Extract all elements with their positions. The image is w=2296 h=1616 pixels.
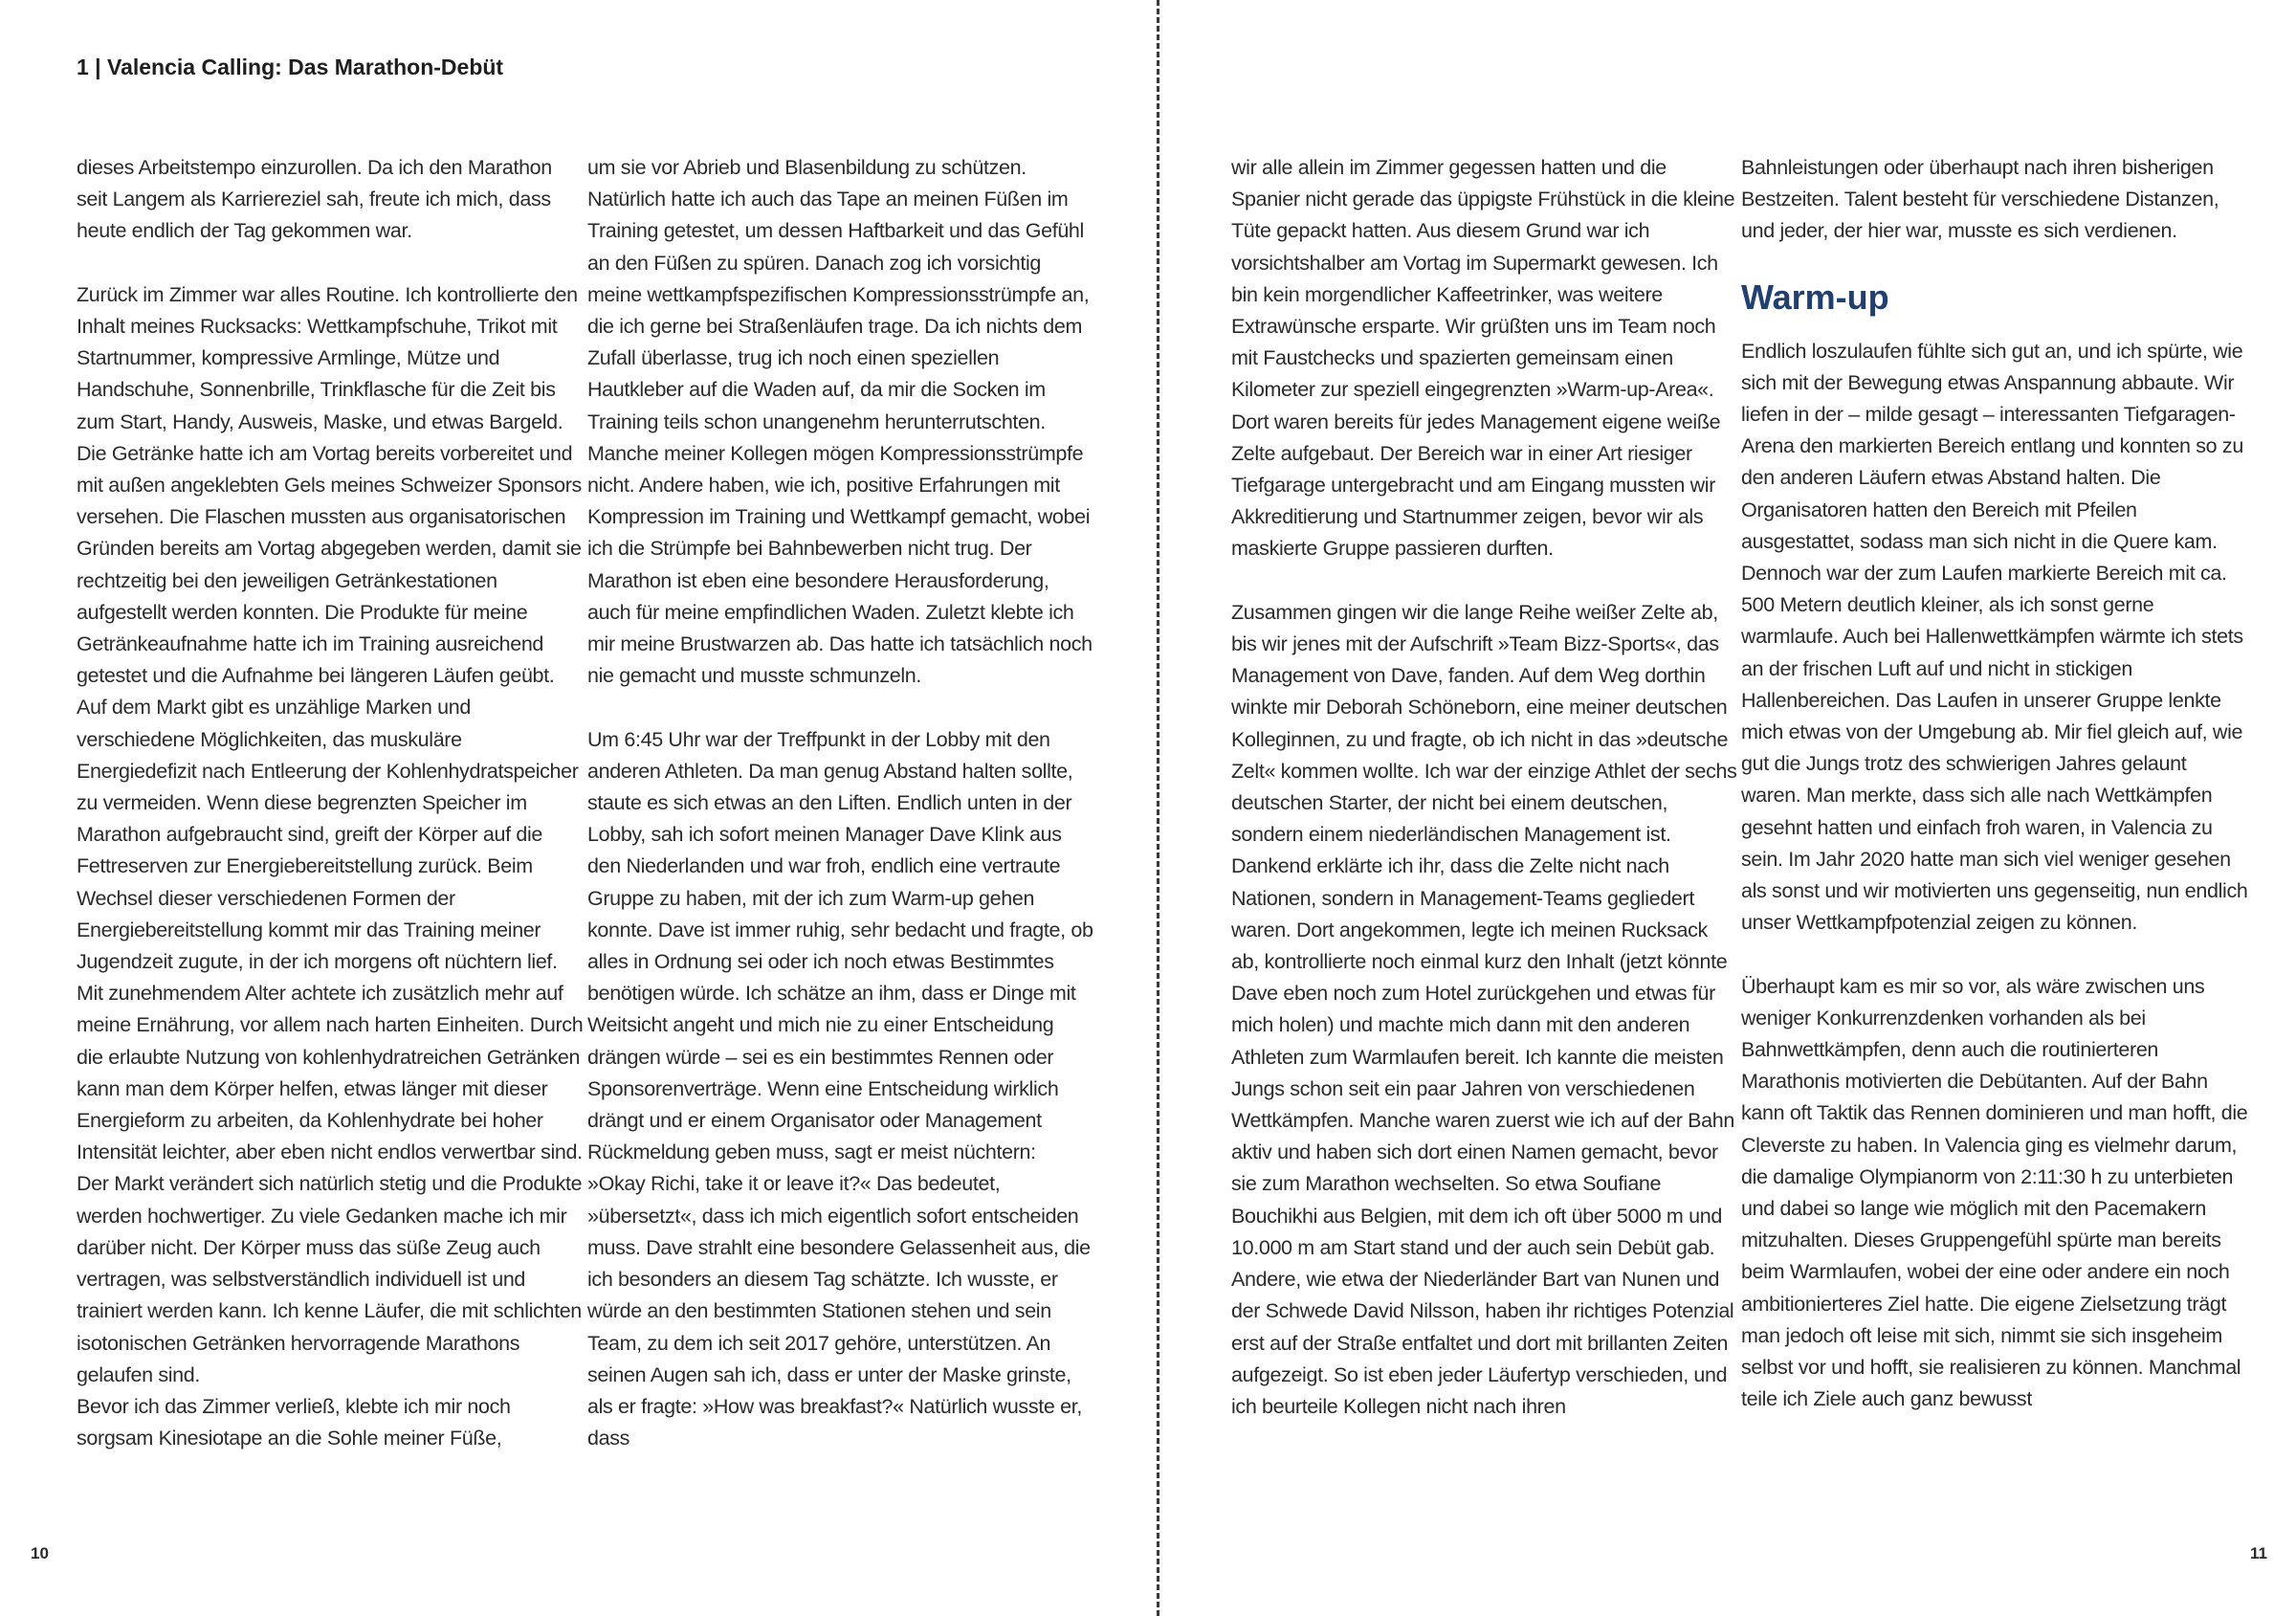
paragraph: Zurück im Zimmer war alles Routine. Ich kontrollierte den Inhalt meines Rucksacks: Wettkampfschuhe, Trikot mit Startnummer, kompressive Armlinge, Mütze und Handschuhe, Sonnenbrille, Trinkflasche für die Zeit bis zum Start, Handy, Ausweis, Maske, und etwas Bargeld. Die Getränke hatte ich am Vortag bereits vorbereitet und mit außen angeklebten Gels meines Schweizer Sponsors versehen. Die Flaschen mussten aus organisatorischen Gründen bereits am Vortag abgegeben werden, damit sie rechtzeitig bei den jeweiligen Getränkestationen aufgestellt werden konnten. Die Produkte für meine Getränkeaufnahme hatte ich im Training ausreichend getestet und die Aufnahme bei längeren Läufen geübt. Auf dem Markt gibt es unzählige Marken und verschiedene Möglichkeiten, das muskuläre Energiedefizit nach Entleerung der Kohlenhydratspeicher zu vermeiden. Wenn diese begrenzten Speicher im Marathon aufgebraucht sind, greift der Körper auf die Fettreserven zur Energiebereitstellung zurück. Beim Wechsel dieser verschiedenen Formen der Energiebereitstellung kommt mir das Training meiner Jugendzeit zugute, in der ich morgens oft nüchtern lief. Mit zunehmendem Alter achtete ich zusätzlich mehr auf meine Ernährung, vor allem nach harten Einheiten. Durch die erlaubte Nutzung von kohlenhydratreichen Getränken kann man dem Körper helfen, etwas länger mit dieser Energieform zu arbeiten, da Kohlenhydrate bei hoher Intensität leichter, aber eben nicht endlos verwertbar sind. Der Markt verändert sich natürlich stetig und die Produkte werden hochwertiger. Zu viele Gedanken mache ich mir darüber nicht. Der Körper muss das süße Zeug auch vertragen, was selbstverständlich individuell ist und trainiert werden kann. Ich kenne Läufer, die mit schlichten isotonischen Getränken hervorragende Marathons gelaufen sind. [77,282,584,1386]
text-column-4 [1741,152,2248,1416]
paragraph: Endlich loszulaufen fühlte sich gut an, und ich spürte, wie sich mit der Bewegung etwas Anspannung abbaute. Wir liefen in der – milde gesagt – interessanten Tiefgaragen-Arena den markierten Bereich entlang und konnten so zu den anderen Läufern etwas Abstand halten. Die Organisatoren hatten den Bereich mit Pfeilen ausgestattet, sodass man sich nicht in die Quere kam. Dennoch war der zum Laufen markierte Bereich mit ca. 500 Metern deutlich kleiner, als ich sonst gerne warmlaufe. Auch bei Hallenwettkämpfen wärmte ich stets an der frischen Luft auf und nicht in stickigen Hallenbereichen. Das Laufen in unserer Gruppe lenkte mich etwas von der Umgebung ab. Mir fiel gleich auf, wie gut die Jungs trotz des schwierigen Jahres gelaunt waren. Man merkte, dass sich alle nach Wettkämpfen gesehnt hatten und einfach froh waren, in Valencia zu sein. Im Jahr 2020 hatte man sich viel weniger gesehen als sonst und wir motivierten uns gegenseitig, nun endlich unser Wettkampfpotenzial zeigen zu können. [1741,339,2248,935]
running-head: 1 | Valencia Calling: Das Marathon-Debüt [77,55,504,79]
paragraph: Überhaupt kam es mir so vor, als wäre zwischen uns weniger Konkurrenzdenken vorhanden als bei Bahnwettkämpfen, denn auch die routinierteren Marathonis motivierten die Debütanten. Auf der Bahn kann oft Taktik das Rennen dominieren und man hofft, die Cleverste zu haben. In Valencia ging es vielmehr darum, die damalige Olympianorm von 2:11:30 h zu unterbieten und dabei so lange wie möglich mit den Pacemakern mitzuhalten. Dieses Gruppengefühl spürte man bereits beim Warmlaufen, wobei der eine oder andere ein noch ambitionierteres Ziel hatte. Die eigene Zielsetzung trägt man jedoch oft leise mit sich, nimmt sie sich insgeheim selbst vor und hofft, sie realisieren zu können. Manchmal teile ich Ziele auch ganz bewusst [1741,974,2248,1411]
paragraph: um sie vor Abrieb und Blasenbildung zu schützen. Natürlich hatte ich auch das Tape an meinen Füßen im Training getestet, um dessen Haftbarkeit und das Gefühl an den Füßen zu spüren. Danach zog ich vorsichtig meine wettkampfspezifischen Kompressionsstrümpfe an, die ich gerne bei Straßenläufen trage. Da ich nichts dem Zufall überlasse, trug ich noch einen speziellen Hautkleber auf die Waden auf, da mir die Socken im Training teils schon unangenehm herunterrutschten. Manche meiner Kollegen mögen Kompressionsstrümpfe nicht. Andere haben, wie ich, positive Erfahrungen mit Kompression im Training und Wettkampf gemacht, wobei ich die Strümpfe bei Bahnbewerben nicht trug. Der Marathon ist eben eine besondere Herausforderung, auch für meine empfindlichen Waden. Zuletzt klebte ich mir meine Brustwarzen ab. Das hatte ich tatsächlich noch nie gemacht und musste schmunzeln. [587,156,1093,688]
text-column-2 [587,152,1094,1454]
paragraph: Bahnleistungen oder überhaupt nach ihren bisherigen Bestzeiten. Talent besteht für verschiedene Distanzen, und jeder, der hier war, musste es sich verdienen. [1741,156,2219,243]
paragraph: Um 6:45 Uhr war der Treffpunkt in der Lobby mit den anderen Athleten. Da man genug Abstand halten sollte, staute es sich etwas an den Liften. Endlich unten in der Lobby, sah ich sofort meinen Manager Dave Klink aus den Niederlanden und war froh, endlich eine vertraute Gruppe zu haben, mit der ich zum Warm-up gehen konnte. Dave ist immer ruhig, sehr bedacht und fragte, ob alles in Ordnung sei oder ich noch etwas Bestimmtes benötigen würde. Ich schätze an ihm, dass er Dinge mit Weitsicht angeht und mich nie zu einer Entscheidung drängen würde – sei es ein bestimmtes Rennen oder Sponsorenverträge. Wenn eine Entscheidung wirklich drängt und er einem Organisator oder Management Rückmeldung geben muss, sagt er meist nüchtern: »Okay Richi, take it or leave it?« Das bedeutet, »übersetzt«, dass ich mich eigentlich sofort entscheiden muss. Dave strahlt eine besondere Gelassenheit aus, die ich besonders an diesem Tag schätzte. Ich wusste, er würde an den bestimmten Stationen stehen und sein Team, zu dem ich seit 2017 gehöre, unterstützen. An seinen Augen sah ich, dass er unter der Maske grinste, als er fragte: »How was breakfast?« Natürlich wusste er, dass [587,727,1093,1450]
paragraph: wir alle allein im Zimmer gegessen hatten und die Spanier nicht gerade das üppigste Frühstück in die kleine Tüte gepackt hatten. Aus diesem Grund war ich vorsichtshalber am Vortag im Supermarkt gewesen. Ich bin kein morgendlicher Kaffeetrinker, was weitere Extrawünsche ersparte. Wir grüßten uns im Team noch mit Faustchecks und spazierten gemeinsam einen Kilometer zur speziell eingegrenzten »Warm-up-Area«. Dort waren bereits für jedes Management eigene weiße Zelte aufgebaut. Der Bereich war in einer Art riesiger Tiefgarage untergebracht und am Eingang mussten wir Akkreditierung und Startnummer zeigen, bevor wir als maskierte Gruppe passieren durften. [1231,156,1735,561]
text-column-1 [77,152,584,1454]
text-column-3 [1231,152,1738,1423]
section-heading-warm-up: Warm-up [1741,277,1889,317]
page-number-left: 10 [31,1544,49,1562]
page-number-right: 11 [2250,1544,2267,1562]
page-gutter-divider [1157,0,1159,1616]
paragraph: dieses Arbeitstempo einzurollen. Da ich den Marathon seit Langem als Karriereziel sah, freute ich mich, dass heute endlich der Tag gekommen war. [77,156,552,243]
paragraph: Zusammen gingen wir die lange Reihe weißer Zelte ab, bis wir jenes mit der Aufschrift »Team Bizz-Sports«, das Management von Dave, fanden. Auf dem Weg dorthin winkte mir Deborah Schöneborn, eine meiner deutschen Kolleginnen, zu und fragte, ob ich nicht in das »deutsche Zelt« kommen wollte. Ich war der einzige Athlet der sechs deutschen Starter, der nicht bei einem deutschen, sondern einem niederländischen Management ist. Dankend erklärte ich ihr, dass die Zelte nicht nach Nationen, sondern in Management-Teams gegliedert waren. Dort angekommen, legte ich meinen Rucksack ab, kontrollierte noch einmal kurz den Inhalt (jetzt könnte Dave eben noch zum Hotel zurückgehen und etwas für mich holen) und machte mich dann mit den anderen Athleten zum Warmlaufen bereit. Ich kannte die meisten Jungs schon seit ein paar Jahren von verschiedenen Wettkämpfen. Manche waren zuerst wie ich auf der Bahn aktiv und haben sich dort einen Namen gemacht, bevor sie zum Marathon wechselten. So etwa Soufiane Bouchikhi aus Belgien, mit dem ich oft über 5000 m und 10.000 m am Start stand und der auch sein Debüt gab. Andere, wie etwa der Niederländer Bart van Nunen und der Schwede David Nilsson, haben ihr richtiges Potenzial erst auf der Straße entfaltet und dort mit brillanten Zeiten aufgezeigt. So ist eben jeder Läufertyp verschieden, und ich beurteile Kollegen nicht nach ihren [1231,600,1737,1418]
paragraph: Bevor ich das Zimmer verließ, klebte ich mir noch sorgsam Kinesiotape an die Sohle meiner Füße, [77,1394,511,1450]
